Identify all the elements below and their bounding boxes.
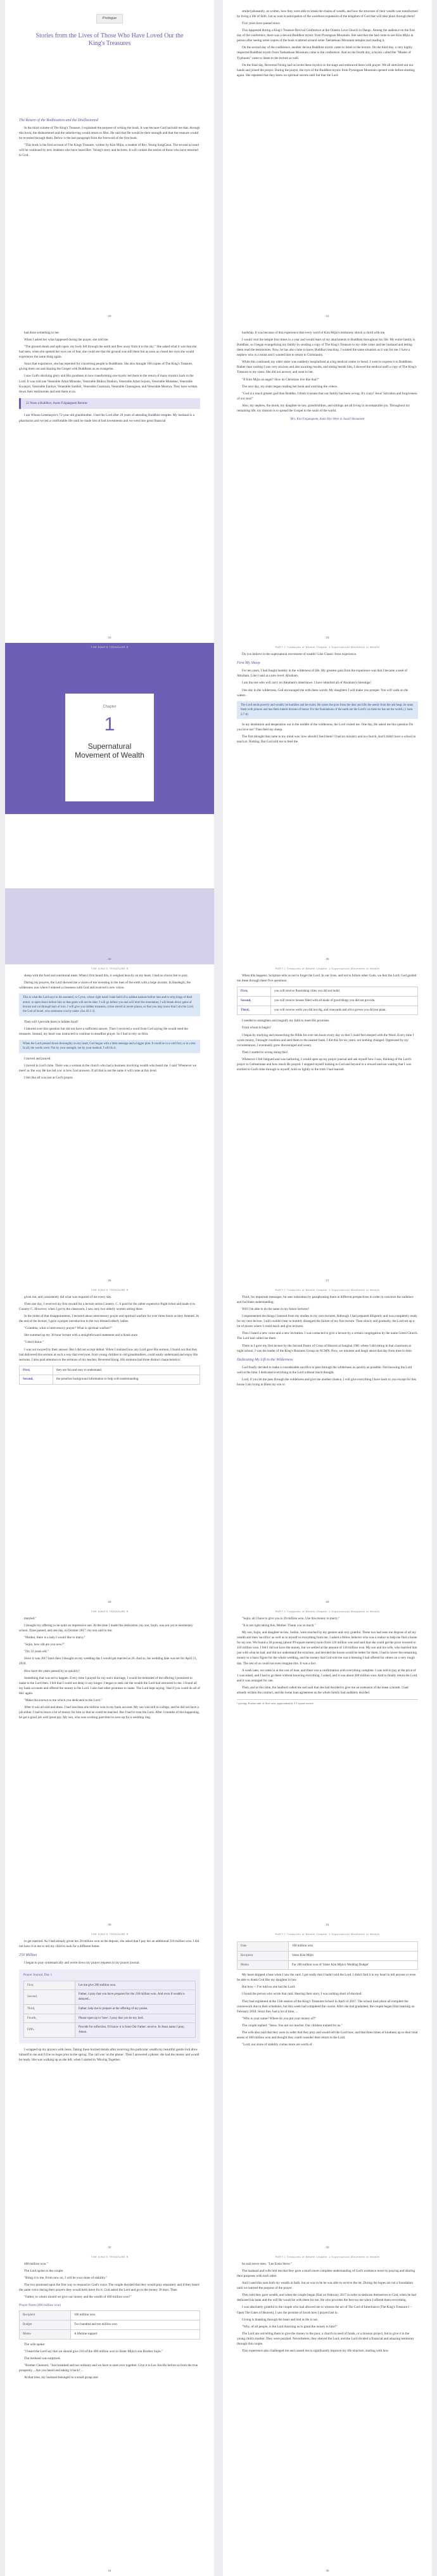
row-text: you will receive houses filled with all kinds of good things you did not provide. (271, 996, 418, 1006)
paragraph: Five years have passed since. (242, 22, 281, 26)
page-24 (5, 643, 214, 964)
section-heading: 250 Million (19, 1953, 37, 1958)
paragraph: In the midst of that disappointment, I lectured about intercessory prayer and spiritual warfare for over three hours as they listened. At the end of the lecture, I gave a proper introduction to the two blessed elderly ladies. (19, 1314, 200, 1324)
paragraph: I was not swayed by their answer. But I did not accept defeat. When I realized how any Lord gave His sermon, I found out that they had delivered this sermon at such a way that everyone, from young children to old grandmothers, could easily understand and enjoy His sermons. I also paid attention to the sermons of my teacher, Reverend Hong. His sermons had three distinct characteristics: (19, 1347, 198, 1362)
paragraph: I would visit the temple four times in a year and would learn of my attachments to Buddhist throughout my life. My entire family is Buddhist, so I began evangelizing my family by sending a copy of The King's Treasure to my older sister and her husband and letting them read the testimonies. Now, he has also come to know Buddha's teaching. I wanted the same situation as it was for me. I have a nephew who is a monk and I wanted him to return to Christianity. (237, 338, 415, 358)
paragraph: I moved in God's time. There was a woman in the church who had a business involving wealth who heard me. I said 'Whenever we meet' as 'the way He has led you' is how God answers. If all that is not the same it will come at this level. (19, 1063, 197, 1073)
page-31 (223, 1607, 432, 1930)
table-row (24, 2004, 196, 2014)
promise-table (237, 987, 418, 1015)
paragraph: I thought my offering to be quite an impressive one. At the time I made this dedication, my son, Sujin, was not yet in elementary school. Time passed, and one day, in October 2017, my son said to me: (19, 1624, 193, 1633)
paragraph: 400 million won." (24, 2262, 48, 2266)
chapter-title-card (65, 694, 154, 801)
table-row (20, 2311, 200, 2320)
paragraph: Lord, if you let me pass through the wilderness and give me another chance, I will give everything I have back to you except for this house I am living in Bless my son to (237, 1378, 416, 1387)
table-row (238, 1942, 418, 1951)
paragraph: "Sujin, how old are you now?" (24, 1643, 65, 1647)
page-29 (223, 1286, 432, 1607)
footnote: ¹ pyeong: Korean unit of floor area, approximately 3.3 square meters (237, 1699, 418, 1706)
paragraph: I felt like all was lost at God's prayer. (24, 1076, 73, 1080)
row-text: you will receive wells you did not dig, and vineyards and olive groves you did not plant. (271, 1006, 418, 1015)
paragraph: Then will I provide them in hidden food? (24, 1019, 79, 1024)
running-header: THE KING'S TREASURE Ⅱ (91, 645, 129, 649)
paragraph: I am the one who will carry on Abraham's inheritance. I have inherited all of Abraham's blessings! (242, 681, 371, 685)
paragraph: My heart skipped a beat when I saw the card. I got really that I hadn't told the Lord. I didn't find it in my heart to tell anyone or even be able to thank God like my daughter in law. (237, 1973, 416, 1983)
paragraph: Something that was set to happen. Every time I prayed for my son's marriage, I would be reminded of the offering I promised to make to the Lord then. I felt that I could not delay it any longer. I began to seek out the wealth the Lord had entrusted to me. I found all my bank accounts and offered the money to the Lord. I also had other promises to make. The Lord kept saying: 'that if you could do all of this' again. (19, 1676, 200, 1695)
paragraph: had done something to her. (24, 331, 60, 335)
page-number: 25 (326, 957, 329, 961)
photo-caption: Mrs. Kim Folgangnam, Aunts Hyo Meet to Jassill Monument (290, 417, 365, 421)
paragraph: I found the person who wrote that card. Hearing their story, I was nothing short of shocked. (242, 1992, 362, 1997)
paragraph: The next day, my sister began reading her book and watching the videos. (242, 384, 338, 389)
row-label: Memo (20, 2329, 71, 2339)
paragraph: On the final day, Reverend Yeong had us invite these mystics to the stage and embraced them with prayer. We all stretched out our hands and joined the prayer. During the prayer, the eyes of the Buddhist mystic from Pyeongsan Mountain opened wide before shutting again. She repented that they knew no spiritual secrets until but that the Lord (237, 63, 415, 77)
page-number: 29 (326, 1600, 329, 1603)
row-text: Please open up to 'here'. I pray that you be my lord. (75, 2014, 196, 2023)
paragraph: When I asked her what happened during the prayer, she told me: (24, 338, 109, 342)
spread-8 (0, 2253, 437, 2576)
row-label: Budget (20, 2320, 71, 2330)
page-number: 31 (326, 1923, 329, 1926)
paragraph: he said never seen. "Lee Ernie Steve." (242, 2262, 293, 2266)
paragraph: A week later, we came in at the cost of loan, and there was a confirmation with everything complete. I was told to pay at the price of 1 was asked, and I had to go there without knowing everything. I asked, and it was about 200 million won. And to finally return the Lord, and it was arranged for one. (237, 1668, 418, 1683)
paragraph: The Lord spoke to the couple: (24, 2269, 64, 2274)
paragraph: When this happens, Scripture tells us not to forget the Lord. In our lives, and not to follow other Gods, we fear the Lord. God guided me these through these five questions: (237, 974, 417, 983)
running-header: THE KING'S TREASURE Ⅱ (91, 1932, 129, 1936)
paragraph: Then I started to wrong doing this! (242, 1050, 288, 1054)
page-number: 20 (108, 314, 111, 318)
paragraph: How have the years passed by so quickly? (24, 1669, 80, 1673)
row-text: the preaches background information to help with understanding. (53, 1375, 200, 1385)
running-header: PART 1 Treasures of Wealth Chapter 1 Supernatural Movement of Wealth (275, 967, 380, 970)
row-text: Father, help me to prepare at the offering of my praise. (75, 2004, 196, 2014)
spread-6 (0, 1607, 437, 1930)
paragraph: "Bring it to me. From now on, I will be your stone of stability." (24, 2276, 108, 2281)
page-33 (223, 1930, 432, 2253)
paragraph: I am Whoon Leeemayee's 72-year-old grandmother. I met the Lord after 26 years of attending Buddhist temples. My husband is a pharmacist and we led a comfortable life until he made lots of bad investments and we went into great financial (19, 413, 194, 423)
table-row (24, 2023, 196, 2038)
paragraph: smiled pleasantly, as written, how they were able to break the chains of wealth, and how the structure of their wealth was transformed by living a life of faith. Let us wait in anticipation of the wondrous expansion of the kingdom of God that will take place through them! (237, 10, 418, 19)
paragraph: This experience also challenged me and caused me to significantly improve my life structure, starting with how (242, 2348, 389, 2353)
paragraph: After it was all said and done, I had less than one million won in my bank account. My son was still in college, and he did not have a job either. I had to leave a lot of money for him so that he could be married. But I had to trust the Lord. After 3 months of this happening, he got a good job with great pay. My son, who was working part-time to save up for a wedding ring. (19, 1705, 200, 1719)
paragraph: Third, for important messages, he uses reiteration by paraphrasing them in different perspectives in order to convince the audience and facilitate understanding. (237, 1295, 414, 1305)
scripture-quote: The Lord sends poverty and wealth; he humbles and he exalts. He raises the poor from the dust and lifts the needy from the ash heap; he seats them with princes and has them inherit thrones of honor. For the foundations of the earth are the Lord's; on them he has set the world. (1 Sam. 2:7-8) (237, 701, 418, 719)
row-label: Second, (24, 1990, 75, 2005)
paragraph: She summed up my 30-hour lecture with a straightforward statement and a blank stare. (24, 1333, 139, 1338)
page-number: 26 (108, 1279, 111, 1282)
paragraph: The wife spoke: (24, 2342, 46, 2346)
paragraph: given me, and consistently did what was required of me every day. (24, 1295, 112, 1299)
page-number: 28 (108, 1600, 111, 1603)
deposit-record-table (237, 1941, 418, 1970)
page-number: 33 (326, 2246, 329, 2249)
row-label: Second, (238, 996, 271, 1006)
paragraph: hardship. It was because of this experience that every word of Kim Mijin's testimony struck a chord with me. (242, 331, 386, 335)
row-label: Date (238, 1942, 289, 1951)
paragraph: While this continued, my older sister was suddenly hospitalized at a big medical center in Seoul. I went to express it to Buddhists. Rather than waiting I was very anxious and also awaiting results, and sitting beside him, I showed the medical staff a copy of The King's Treasure to my sister. She did not answer, and went to her. (237, 360, 417, 375)
paragraph: "God is a much greater god than Buddha. I think it means that our family has been wrong. It's crazy! Jesus' Salvation and forgiveness of our sins!" (237, 391, 417, 401)
row-text: Sister Kim Mijin (289, 1951, 418, 1960)
page-28 (5, 1286, 214, 1607)
row-text: Two hundred and ten million won (71, 2320, 200, 2330)
paragraph: "Father, to whom should we give our money and the wealth of 400 million won?" (24, 2295, 132, 2300)
page-number: 35 (326, 2569, 329, 2572)
running-header: THE KING'S TREASURE Ⅱ (91, 1288, 129, 1291)
page-32 (5, 1930, 214, 2253)
paragraph: "Why, of all people, is the Lord directing us to grant the money to him?" (242, 2324, 338, 2329)
paragraph: Since it was 2017 back then I thought on my wedding day I would get married at 26. And so, his wedding date was set for April 21, 2018. (19, 1657, 197, 1666)
chapter-title: Supernatural Movement of Wealth (75, 742, 144, 760)
paragraph: I began by studying and researching the Bible for over ten hours every day so that I could feel steeped with the Word. Every time I wrote money, I brought creations and sent them to the nearest bank. I did this for six years, not nothing changed. Oppressed by my circumstances, I eventually grew discouraged and weary. (237, 1033, 414, 1047)
running-header: PART 1 Treasures of Wealth Chapter 1 Supernatural Movement of Wealth (275, 2255, 380, 2258)
paragraph: The husband was surprised. (24, 2356, 61, 2360)
page-25 (223, 643, 432, 964)
paragraph: "This book is the first account of The Kings Treasure, written by Kim Mijin, a student of Rev. Yeong SungGeun. The second account will be continued by new students who have heard Rev. Yeong's story and lectures. It will contain the stories of those who have returned to God. (19, 143, 200, 158)
table-row (24, 2014, 196, 2023)
running-header: PART 1 Treasures of Wealth Chapter 1 Supernatural Movement of Wealth (275, 1932, 380, 1936)
row-text: 100 million won (289, 1942, 418, 1951)
paragraph: I labored over this question but did not have a sufficient answer. Then I received a word from God saying He would send the treasures. Instead, my heart was instructed to continue in steadfast prayer. So I had to rely on Him. (19, 1026, 188, 1036)
row-text: 100 million won (71, 2311, 200, 2320)
paragraph: Giving is thanking through the heart and tied as He is not. (242, 2317, 319, 2322)
row-label: Recipient (20, 2311, 71, 2320)
chapter-label: Chapter (103, 705, 117, 709)
row-label: Third, (24, 2004, 75, 2014)
paragraph: I was absolutely grateful to the couple who had allowed me to witness the act of The God of Inheritance (The King's Treasure I – Open The Gates of Heaven), I saw the promise of Jacob how I prayed last to. (237, 2305, 412, 2315)
paragraph: Will I be able to do the same in my future lectures? (242, 1307, 310, 1312)
page-number: 21 (326, 314, 329, 318)
page-21 (223, 0, 432, 321)
running-header: PART 1 Treasures of Wealth Chapter 1 Supernatural Movement of Wealth (275, 1288, 380, 1291)
paragraph: Then I heard a new voice and a new invitation. I was contacted to give a lecture by a certain congregation by the name Green Church. The Lord had called me there. (237, 1331, 418, 1341)
spread-4 (0, 964, 437, 1286)
row-text: Provide for reflection. I'll know it is from Our Father: receive. In Jesus name I pray, Amen. (75, 2023, 196, 2038)
row-label: Recipient (238, 1951, 289, 1960)
table-row (238, 987, 418, 997)
prayer-journal (19, 1969, 200, 2043)
paragraph: "Brother Cheonrei, "Just breathed and nor ordinary and we have to start over together. Give it to Lee Jun-Ho before us from the true prosperity ...Are you heard and taking it back? ... (19, 2363, 198, 2372)
paragraph: married." (24, 1617, 37, 1621)
paragraph: "Lord, our stone of stability comes more are worth of (242, 2042, 312, 2047)
paragraph: "I don't know." (24, 1340, 44, 1345)
paragraph: This happened during a King's Treasure Revival Conference at the Ontario Love Church in Daegu. Among the audience on the first day of the conference, there was a devout Buddhist mystic from Pyeongsan Mountain. She said that she had come to see Kim Mijin in person after seeing some copies of the book scattered around some Taebaeksan Mountain temples and reading it. (237, 29, 415, 43)
spread-7 (0, 1930, 437, 2253)
paragraph: In the third volume of The King's Treasure, I explained the purpose of writing the book. It was because God had told me that, through this book, the disheartened and the unbelieving would return to Him. He said that He would be their strength and that the treasure would be revealed through them. Below is the last paragraph from the foreword of the first book. (19, 126, 200, 140)
testimony-callout: 22 Years a Buddhist, Aunts Folgangnam Returns (19, 398, 200, 410)
paragraph: I wrapped up my prayers with Jesus. Taking these hurried details after receiving this particular wealth my beautiful gentle lord drew himself to me and I'd be no hope prior to the spring. The call was 'on the phone'. Then I answered a phone: she had the money and would be ready. She was walking up as she left, when I started to 'Moving Together. (19, 2047, 200, 2062)
paragraph: I began to pray systematically and wrote down my prayer requests in my prayer journal. (24, 1961, 140, 1965)
journal-title: Prayer Journal, Day 1 (23, 1973, 53, 1977)
table-row (238, 1006, 418, 1015)
journal-title: Prayer Notes (400 million won) (19, 2303, 61, 2308)
table-row (20, 2329, 200, 2339)
table-row (238, 1951, 418, 1960)
spread-3 (0, 643, 437, 964)
spread-1 (0, 0, 437, 321)
page-20 (5, 0, 214, 321)
table-row (20, 1366, 200, 1375)
paragraph: They had registered at the 15th session of the King's Treasures School in April of 2017. The school took place all complete the coursework due to their schedules, but this week had completed the course. After she had graduated, the couple began filial learning on February 2018. Since they had a lot of time, ... (237, 1999, 415, 2014)
paragraph: Also, my nephew, the monk, my daughter-in-law, grandchildren, and siblings are all living in incomparable joy. Throughout my remaining life, my mission is to spread the Gospel to the souls of the world. (237, 403, 410, 413)
row-label: First, (20, 1366, 53, 1375)
row-label: Memo (238, 1960, 289, 1970)
paragraph: sheep with the food and nutritional meat. When I first heard this, it weighed heavily on my heart. I had no choice but to pray. (24, 974, 189, 978)
paragraph: The first thought that came to my mind was: how should I feed them? I had no ministry and no church. And I didn't have a school to teach at. Nothing. But God told me to feed the (237, 735, 416, 744)
page-34 (5, 2253, 214, 2576)
paragraph: Whenever I felt fatigued and was harboring, I would open up my prayer journal and ask myself how I saw, thinking of the Lord's prayer to Gethsemane and how much He prayed. I stopped myself looking to God and beyond to a reward and not waiting that I was entitled to God's time through to myself; hold on lightly to the truth I had learned. (237, 1057, 412, 1071)
row-label: Fourth, (24, 2014, 75, 2023)
paragraph: I saw God's shocking glory and His goodness in how transforming one mystic led them to the return of many mystics back to the Lord. It was told one Venerable Arhat Minsoko, Venerable Bhiksu Danhon, Venerable Arhat Sojoon, Venerable Muhahae, Venerable Kwanjol, Venerable Eunhye, Venerable Sambol, Venerable Gsutnoan, Venerable Cheongeon, and Venerable Mostwa. They have written down their testimonies and sent them to us. (19, 374, 198, 394)
paragraph: Then, and at this time, the landlord called me and said that she had decided to give me an extension of the lease a month. I had already written the contract, and the home loan agreement as the whole family had suddenly decided. (237, 1685, 408, 1695)
paragraph: And I used this sum both my wealth in faith, but so was to be he was able to receive the lot. During the hopes are not a foundation until we learned the purpose of the prayer. (237, 2281, 413, 2291)
paragraph: From whom to begin? (242, 1026, 271, 1030)
paragraph: On the second day of the conference, another devout Buddhist mystic came to listen to the lecture. On the third day, a very highly respected Buddhist mystic from Taebaeksan Mountain came to the conference. And on the fourth day, a mystic called the "Master of Typhoons" came to listen to the lecture as well. (237, 46, 413, 60)
page-number: 23 (326, 636, 329, 639)
row-text: For 200 million won of 'Sister Kim Mijin's Wedding Budget' (289, 1960, 418, 1970)
journal-table (23, 1981, 196, 2038)
page-number: 27 (326, 1279, 329, 1282)
paragraph: I needed to strengthen and magnify my faith to meet His promises. (242, 1019, 330, 1023)
paragraph: to get married. As I had already given her 20 million won as the deposit, she asked that I pay her an additional 218 million won. I did not have it in me to tell my child to look for a different home. (19, 1939, 200, 1949)
scripture-quote: This is what the Lord says to his anointed, to Cyrus, whose right hand I take hold of to subdue nations before him and to strip kings of their armor, to open doors before him so that gates will not be shut: I will go before you and will level the mountains; I will break down gates of bronze and cut through bars of iron. I will give you hidden treasures, riches stored in secret places, so that you may know that I am the Lord, the God of Israel, who summons you by name. (Isa 45:1-3) (19, 994, 200, 1016)
page-number: 34 (108, 2569, 111, 2572)
chapter-number: 1 (104, 714, 115, 735)
paragraph: "Mother, there is a lady I would like to marry." (24, 1636, 86, 1640)
paragraph: The husband and wife told me that they gave a much more complete understanding of God's existence more by praying and sharing their purposes with each other. (237, 2269, 415, 2279)
paragraph: There in I gave my first lecture by the Second Pastor of Cross of Heaven at Sungbai 1981 where I did sitting in that classroom at night school, I was the leader of the King's Business Group on NCMN. Now, we minister and laugh about that day from time to time. (237, 1343, 412, 1353)
row-text: A lifetime support (71, 2329, 200, 2339)
paragraph: Then one day, I received my first reward for a lecture series Country. C. S paid for the rather expensive flight ticket and made it to Country C. However, when I got to the classroom, I saw only two elderly women sitting there. (19, 1302, 196, 1312)
paragraph: "Make this known to me which you dedicated to the Lord." (24, 1698, 103, 1702)
paragraph: The couple replied: "Jesus. You are our teacher. Our children trained for us." (242, 2023, 343, 2028)
table-row (20, 1375, 200, 1385)
paragraph: "Sujin, all I have to give you is 20 million won. Use this money to marry." (242, 1617, 340, 1621)
page-number: 22 (108, 636, 111, 639)
paragraph: They told they gave wealth, and when the couple began filial on February 2017 in order to dedicate themselves to God, when he had dedicated his bank and the will He would be with them for me, He who provides the feet too me when I offered them everything. (237, 2293, 416, 2303)
table-row (24, 1990, 196, 2005)
paragraph: "Who is your name? Where do you put your money of?" (242, 2016, 317, 2021)
spread-2 (0, 321, 437, 643)
section-heading: The Return of the Bodhisattva and the Disillusioned (19, 118, 98, 122)
paragraph: I moved and prayed. (24, 1056, 51, 1061)
paragraph: "Grandma, what is intercessory prayer? What is spiritual warfare?" (24, 1326, 113, 1331)
paragraph: At that time, my husband belonged to a small group and (24, 2376, 98, 2379)
paragraph: For ten years, I had fought humbly in the wilderness of life. My greatest gain from the experience was that I became a seed of Abraham. Like I said at a new level: Abraham. (237, 669, 408, 678)
page-26 (5, 964, 214, 1286)
paragraph: One day in the wilderness, God encouraged me with these words: My daughters I will make you prosper. You will walk on the waters. (237, 688, 408, 697)
table-row (238, 1960, 418, 1970)
paragraph: But how -- I've told no one but the Lord. (242, 1985, 296, 1990)
page-27 (223, 964, 432, 1286)
chapter-tag: Prologue (96, 14, 123, 23)
lead-paragraph: Do you believe in the supernatural movement of wealth? Like Classic from experience. (242, 652, 357, 656)
running-header: THE KING'S TREASURE Ⅱ (91, 967, 129, 970)
row-text: you will receive flourishing cities you did not build. (271, 987, 418, 997)
running-header: PART 1 Treasures of Wealth Chapter 1 Supernatural Movement of Wealth (275, 645, 380, 649)
running-header: PART 1 Treasures of Wealth Chapter 1 Supernatural Movement of Wealth (275, 1610, 380, 1613)
prayer-notes-table (19, 2310, 200, 2339)
table-row (20, 2320, 200, 2330)
paragraph: During my prayers, the Lord showed me a vision of me investing in the men of the earth with a large income. In Hasdeglir, the wilderness was where I entered a closeness with God and received a new vision. (19, 981, 191, 990)
scripture-quote: When the Lord pressed down thoroughly on my heart, God began with a little message and a bigger plan. It could be in a cold fact, or in a test. In all, the words were: Not by your strength, not by your method. I will do it. (19, 1040, 200, 1053)
page-30 (5, 1607, 214, 1930)
paragraph: In my destitution and desperation out in the middle of the wilderness, the Lord visited me. One day, He asked me this question Do you love me? Then feed my sheep. (237, 722, 414, 732)
paragraph: The wife also said that they were in order that they pray and would tell the Lord how, and that three times of kindness up to their total assets of 400 million won and thought they could consider their return to the Lord. (237, 2030, 418, 2040)
section-heading: Dedicating My Lift to the Wilderness (237, 1357, 293, 1362)
running-header: THE KING'S TREASURE Ⅱ (91, 2255, 129, 2258)
row-label: Fifth, (24, 2023, 75, 2038)
paragraph: "It is not right taking this, Mother. Thank you so much." (242, 1624, 316, 1628)
spread-5 (0, 1286, 437, 1607)
row-label: Second, (20, 1375, 53, 1385)
paragraph: The Lord are not telling them to give the money to the poor, a church in need of funds, or a mission project, but to give it to the young child's mother. They were puzzled. Nevertheless, they obeyed the Lord, and the Lord divided a financial and amazing testimony through this couple. (237, 2331, 414, 2346)
paragraph: I implemented the things I learned from my studies to my own lectures. Although I had prepared diligently and was completely ready for my next lecture, I still couldn't bear to humbly disregard the failure of my first lecture. Then slowly and gradually, the Lord set up a lot of places where I could teach and give lectures. (237, 1314, 417, 1329)
paragraph: "I'm 33 years old." (24, 1650, 49, 1654)
paragraph: "I heard the Lord say that we should give 210 of the 400 million won to Sister Mijin's son Brother Sujin." (24, 2349, 163, 2353)
page-35 (223, 2253, 432, 2576)
paragraph: "The ground shook and split open; my body fell through the earth and flew away from it to the sky." She asked what it was that she had seen, when she opened her eyes out of fear, she could see that the ground was still there but as soon as closed her eyes she would experience the same thing again. (19, 345, 197, 359)
row-label: Third, (238, 1006, 271, 1015)
row-label: First, (238, 987, 271, 997)
page-23 (223, 321, 432, 643)
paragraph: The two promised upon the first way to respond to God's voice. The couple decided that they would pray separately and if they heard the same voice during their prayers they would both leave for it. God asked the Lord and go to the money 30 days. Then (19, 2283, 200, 2293)
prologue-title: Stories from the Lives of Those Who Have Loved Our the King's Treasures (35, 32, 184, 48)
paragraph: God finally decided to make a considerable sacrifice to pass through the wilderness as quickly as possible. Not knowing the Lord well at the time, I dedicated everything to the Lord without much thought. (237, 1365, 412, 1375)
paragraph: My son, Sujin, and daughter-in-law, Sothin, were touched by my gesture and very grateful. These two had seen me dispose of all my wealth and then 'sacrifice' as well as to myself to everything from me. I asked a fellow believer who was a realtor to help me find a home for my son. We found a 30 pyeong (about 99 square meters) room from 120 million won and said that she could get the price lowered to 118 million won. I felt I did not have the money, but we settled at the amount of 118 million won. My son and his wife, who married him just with what he had, and did not understand the structure, and decided the house would be better for them. I had to lower the remaining money to a basic figure for the whole wedding, and the money that God told me was a blessing I had offered for others on a very rough day. The rest of us could not even imagine this. It was a fact. (237, 1631, 417, 1666)
table-row (24, 1981, 196, 1990)
row-text: Father, I pray that you have prepared for the 218 million won. And even if wealth is delayed... (75, 1990, 196, 2005)
table-row (238, 996, 418, 1006)
sermon-traits-table (19, 1366, 200, 1385)
page-22 (5, 321, 214, 643)
row-label: First, (24, 1981, 75, 1990)
page-number: 32 (108, 2246, 111, 2249)
chapter-band-bottom (5, 888, 214, 964)
section-heading: First My Sheep (237, 661, 260, 666)
page-number: 30 (108, 1923, 111, 1926)
page-number: 24 (108, 957, 111, 961)
row-text: Let me give 200 million won. (75, 1981, 196, 1990)
running-header: THE KING'S TREASURE Ⅱ (91, 1610, 129, 1613)
row-text: they are fun and easy to understand. (53, 1366, 200, 1375)
paragraph: Since that experience, she has repented for converting people to Buddhism. She also brought 100 copies of The King's Treasure, giving them out and sharing the Gospel with Buddhists as an evangelist. (19, 362, 193, 372)
paragraph: "If Kim Mijin an angel? How do Christians live like that?" (242, 377, 319, 382)
